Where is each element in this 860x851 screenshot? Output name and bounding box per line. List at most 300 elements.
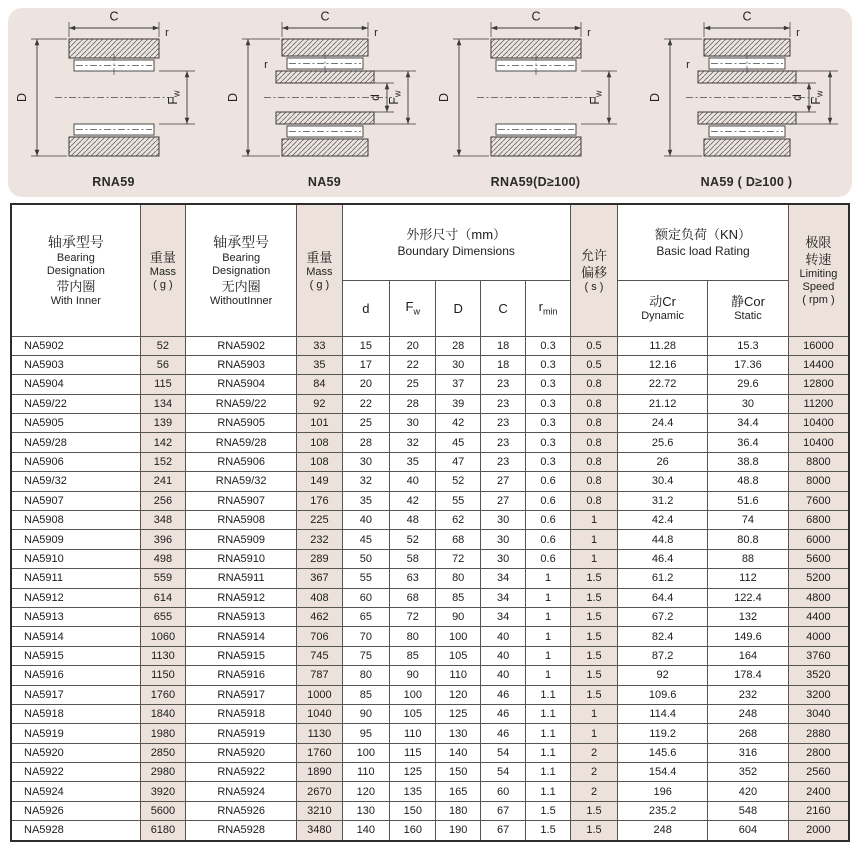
cell-d: 120 — [342, 782, 389, 801]
cell-designation-without-inner: RNA5909 — [186, 530, 297, 549]
table-row — [11, 569, 849, 588]
cell-designation-without-inner: RNA59/32 — [186, 472, 297, 491]
cell-static-cor: 149.6 — [708, 627, 789, 646]
cell-r-min: 1.1 — [526, 743, 570, 762]
cell-static-cor: 268 — [708, 724, 789, 743]
table-row — [11, 433, 849, 452]
table-row — [11, 491, 849, 510]
cell-fw: 35 — [390, 452, 436, 471]
table-row — [11, 724, 849, 743]
cell-designation-without-inner: RNA5924 — [186, 782, 297, 801]
cell-designation-with-inner: NA59/28 — [11, 433, 140, 452]
cell-mass-without-inner: 1040 — [297, 704, 342, 723]
header-text: With Inner — [50, 294, 101, 307]
cell-dynamic-cr: 12.16 — [618, 355, 708, 374]
header-text: 极限 — [805, 234, 832, 250]
header-text: Bearing — [56, 251, 95, 264]
bearing-cross-section — [433, 11, 639, 175]
cell-d: 28 — [342, 433, 389, 452]
cell-width-c: 46 — [480, 724, 525, 743]
cell-outer-diameter: 165 — [436, 782, 480, 801]
cell-mass-with-inner: 614 — [140, 588, 185, 607]
cell-mass-without-inner: 92 — [297, 394, 342, 413]
cell-designation-without-inner: RNA5928 — [186, 821, 297, 841]
cell-designation-without-inner: RNA5907 — [186, 491, 297, 510]
cell-offset-s: 0.8 — [570, 433, 617, 452]
cell-width-c: 18 — [480, 336, 525, 355]
bearing-drawing-rna59 — [8, 8, 219, 189]
cell-offset-s: 1.5 — [570, 801, 617, 820]
cell-mass-without-inner: 3210 — [297, 801, 342, 820]
cell-mass-with-inner: 3920 — [140, 782, 185, 801]
cell-width-c: 40 — [480, 627, 525, 646]
cell-fw: 30 — [390, 414, 436, 433]
cell-designation-with-inner: NA5909 — [11, 530, 140, 549]
cell-designation-with-inner: NA5912 — [11, 588, 140, 607]
cell-offset-s: 1.5 — [570, 627, 617, 646]
cell-offset-s: 2 — [570, 743, 617, 762]
header-designation-with-inner — [11, 204, 140, 336]
cell-fw: 63 — [390, 569, 436, 588]
dim-label-corner-radius: r — [795, 27, 800, 39]
cell-limiting-speed: 7600 — [788, 491, 849, 510]
header-text: 转速 — [805, 251, 832, 267]
cell-width-c: 34 — [480, 588, 525, 607]
cell-outer-diameter: 180 — [436, 801, 480, 820]
cell-fw: 68 — [390, 588, 436, 607]
cell-d: 45 — [342, 530, 389, 549]
cell-limiting-speed: 2560 — [788, 763, 849, 782]
cell-static-cor: 122.4 — [708, 588, 789, 607]
cell-mass-without-inner: 787 — [297, 666, 342, 685]
header-text: 允许 — [580, 247, 607, 263]
cell-designation-without-inner: RNA5916 — [186, 666, 297, 685]
cell-dynamic-cr: 87.2 — [618, 646, 708, 665]
cell-fw: 85 — [390, 646, 436, 665]
cell-mass-with-inner: 1130 — [140, 646, 185, 665]
cell-limiting-speed: 3760 — [788, 646, 849, 665]
cell-fw: 100 — [390, 685, 436, 704]
cell-mass-with-inner: 139 — [140, 414, 185, 433]
cell-mass-with-inner: 396 — [140, 530, 185, 549]
cell-outer-diameter: 28 — [436, 336, 480, 355]
cell-mass-with-inner: 2980 — [140, 763, 185, 782]
table-row — [11, 452, 849, 471]
table-row — [11, 511, 849, 530]
cell-designation-without-inner: RNA5918 — [186, 704, 297, 723]
header-r-min — [526, 280, 570, 336]
cell-offset-s: 0.8 — [570, 491, 617, 510]
cell-r-min: 1 — [526, 588, 570, 607]
cell-mass-with-inner: 1150 — [140, 666, 185, 685]
cell-mass-with-inner: 52 — [140, 336, 185, 355]
cell-mass-without-inner: 108 — [297, 452, 342, 471]
cell-designation-without-inner: RNA5912 — [186, 588, 297, 607]
cell-designation-with-inner: NA5914 — [11, 627, 140, 646]
header-text: Designation — [212, 264, 271, 277]
table-row — [11, 646, 849, 665]
cell-mass-with-inner: 655 — [140, 607, 185, 626]
cell-designation-with-inner: NA5911 — [11, 569, 140, 588]
cell-mass-without-inner: 101 — [297, 414, 342, 433]
cell-fw: 90 — [390, 666, 436, 685]
cell-designation-without-inner: RNA5910 — [186, 549, 297, 568]
header-text: Boundary Dimensions — [397, 243, 515, 258]
cell-mass-with-inner: 348 — [140, 511, 185, 530]
cell-width-c: 54 — [480, 763, 525, 782]
cell-outer-diameter: 39 — [436, 394, 480, 413]
dim-label-raceway: $F_w$ — [165, 90, 181, 105]
cell-width-c: 40 — [480, 646, 525, 665]
dim-label-corner-radius: r — [164, 27, 169, 39]
cell-limiting-speed: 5600 — [788, 549, 849, 568]
drawing-caption: NA59 ( D≥100 ) — [700, 175, 793, 189]
cell-dynamic-cr: 31.2 — [618, 491, 708, 510]
cell-width-c: 23 — [480, 433, 525, 452]
cell-dynamic-cr: 248 — [618, 821, 708, 841]
cell-static-cor: 88 — [708, 549, 789, 568]
table-row — [11, 414, 849, 433]
cell-mass-without-inner: 289 — [297, 549, 342, 568]
cell-designation-with-inner: NA5905 — [11, 414, 140, 433]
cell-r-min: 0.3 — [526, 336, 570, 355]
cell-mass-with-inner: 498 — [140, 549, 185, 568]
cell-limiting-speed: 2160 — [788, 801, 849, 820]
cell-static-cor: 36.4 — [708, 433, 789, 452]
cell-static-cor: 80.8 — [708, 530, 789, 549]
cell-dynamic-cr: 22.72 — [618, 375, 708, 394]
cell-outer-diameter: 100 — [436, 627, 480, 646]
dim-label-raceway: $F_w$ — [587, 90, 603, 105]
cell-width-c: 40 — [480, 666, 525, 685]
dim-label-outer-diameter: D — [225, 92, 240, 103]
table-row — [11, 704, 849, 723]
cell-outer-diameter: 37 — [436, 375, 480, 394]
cell-d: 25 — [342, 414, 389, 433]
cell-limiting-speed: 3200 — [788, 685, 849, 704]
cell-static-cor: 38.8 — [708, 452, 789, 471]
header-text: D — [453, 300, 463, 316]
header-text: d — [362, 300, 370, 316]
cell-d: 55 — [342, 569, 389, 588]
cell-width-c: 46 — [480, 704, 525, 723]
cell-static-cor: 316 — [708, 743, 789, 762]
cell-designation-with-inner: NA5926 — [11, 801, 140, 820]
cell-mass-without-inner: 1890 — [297, 763, 342, 782]
cell-limiting-speed: 6000 — [788, 530, 849, 549]
header-text: Speed — [802, 280, 835, 293]
cell-designation-without-inner: RNA59/22 — [186, 394, 297, 413]
cell-d: 65 — [342, 607, 389, 626]
header-limiting-speed — [788, 204, 849, 336]
cell-offset-s: 1 — [570, 549, 617, 568]
cell-mass-without-inner: 176 — [297, 491, 342, 510]
table-row — [11, 336, 849, 355]
table-row — [11, 375, 849, 394]
cell-mass-without-inner: 706 — [297, 627, 342, 646]
cell-fw: 80 — [390, 627, 436, 646]
cell-designation-with-inner: NA5910 — [11, 549, 140, 568]
cell-width-c: 23 — [480, 375, 525, 394]
cell-d: 95 — [342, 724, 389, 743]
cell-fw: 115 — [390, 743, 436, 762]
cell-designation-with-inner: NA59/22 — [11, 394, 140, 413]
header-text: ( s ) — [584, 280, 604, 293]
cell-limiting-speed: 11200 — [788, 394, 849, 413]
cell-outer-diameter: 45 — [436, 433, 480, 452]
cell-designation-with-inner: NA5920 — [11, 743, 140, 762]
dim-label-width: C — [108, 11, 119, 24]
header-fw — [390, 280, 436, 336]
cell-dynamic-cr: 154.4 — [618, 763, 708, 782]
cell-limiting-speed: 16000 — [788, 336, 849, 355]
header-dynamic-cr — [618, 280, 708, 336]
cell-width-c: 23 — [480, 394, 525, 413]
cell-d: 17 — [342, 355, 389, 374]
cell-width-c: 34 — [480, 569, 525, 588]
bearing-drawing-na59 — [219, 8, 430, 189]
cell-designation-without-inner: RNA5903 — [186, 355, 297, 374]
cell-r-min: 0.6 — [526, 530, 570, 549]
cell-mass-with-inner: 115 — [140, 375, 185, 394]
cell-mass-without-inner: 35 — [297, 355, 342, 374]
cell-width-c: 54 — [480, 743, 525, 762]
cell-mass-with-inner: 142 — [140, 433, 185, 452]
cell-static-cor: 132 — [708, 607, 789, 626]
dim-label-width: C — [530, 11, 541, 24]
cell-offset-s: 2 — [570, 782, 617, 801]
cell-mass-with-inner: 241 — [140, 472, 185, 491]
cell-d: 50 — [342, 549, 389, 568]
cell-d: 100 — [342, 743, 389, 762]
cell-mass-with-inner: 5600 — [140, 801, 185, 820]
cell-r-min: 0.6 — [526, 511, 570, 530]
header-text: Mass — [306, 265, 333, 278]
cell-width-c: 46 — [480, 685, 525, 704]
dim-label-width: C — [319, 11, 330, 24]
header-text: r — [538, 299, 543, 315]
cell-mass-without-inner: 3480 — [297, 821, 342, 841]
bearing-drawing-rna59-large — [430, 8, 641, 189]
cell-designation-with-inner: NA5908 — [11, 511, 140, 530]
cell-outer-diameter: 47 — [436, 452, 480, 471]
cell-static-cor: 48.8 — [708, 472, 789, 491]
cell-dynamic-cr: 82.4 — [618, 627, 708, 646]
header-text: 外形尺寸（mm） — [406, 226, 507, 242]
cell-r-min: 1 — [526, 666, 570, 685]
cell-width-c: 67 — [480, 821, 525, 841]
cell-static-cor: 178.4 — [708, 666, 789, 685]
cell-d: 70 — [342, 627, 389, 646]
header-mass-with-inner — [140, 204, 185, 336]
cell-d: 20 — [342, 375, 389, 394]
cell-mass-with-inner: 559 — [140, 569, 185, 588]
cell-designation-with-inner: NA5903 — [11, 355, 140, 374]
table-row — [11, 743, 849, 762]
header-text: Dynamic — [641, 310, 685, 322]
spec-table-body — [11, 336, 849, 841]
header-text: Static — [734, 310, 762, 322]
cell-d: 110 — [342, 763, 389, 782]
cell-mass-without-inner: 2670 — [297, 782, 342, 801]
cell-r-min: 0.3 — [526, 414, 570, 433]
cell-mass-with-inner: 1840 — [140, 704, 185, 723]
cell-limiting-speed: 10400 — [788, 433, 849, 452]
cell-outer-diameter: 150 — [436, 763, 480, 782]
cell-d: 75 — [342, 646, 389, 665]
header-text: Basic load Rating — [656, 243, 750, 258]
cell-r-min: 0.6 — [526, 472, 570, 491]
cell-dynamic-cr: 235.2 — [618, 801, 708, 820]
cell-outer-diameter: 125 — [436, 704, 480, 723]
cell-designation-without-inner: RNA5920 — [186, 743, 297, 762]
dim-label-corner-radius: r — [586, 27, 591, 39]
cell-designation-with-inner: NA5919 — [11, 724, 140, 743]
cell-d: 60 — [342, 588, 389, 607]
cell-offset-s: 2 — [570, 763, 617, 782]
table-row — [11, 666, 849, 685]
cell-static-cor: 30 — [708, 394, 789, 413]
cell-mass-without-inner: 232 — [297, 530, 342, 549]
cell-fw: 135 — [390, 782, 436, 801]
cell-limiting-speed: 10400 — [788, 414, 849, 433]
cell-offset-s: 0.8 — [570, 452, 617, 471]
header-text: ( rpm ) — [802, 293, 835, 306]
cell-static-cor: 51.6 — [708, 491, 789, 510]
cell-outer-diameter: 68 — [436, 530, 480, 549]
cell-designation-with-inner: NA5915 — [11, 646, 140, 665]
cell-outer-diameter: 140 — [436, 743, 480, 762]
header-designation-without-inner — [186, 204, 297, 336]
table-row — [11, 355, 849, 374]
cell-r-min: 1.1 — [526, 782, 570, 801]
cell-designation-without-inner: RNA5908 — [186, 511, 297, 530]
cell-limiting-speed: 2400 — [788, 782, 849, 801]
cell-mass-with-inner: 2850 — [140, 743, 185, 762]
header-text: Limiting — [799, 267, 838, 280]
cell-limiting-speed: 2000 — [788, 821, 849, 841]
cell-mass-without-inner: 462 — [297, 607, 342, 626]
header-text: 偏移 — [580, 264, 607, 280]
cell-static-cor: 34.4 — [708, 414, 789, 433]
cell-designation-without-inner: RNA5913 — [186, 607, 297, 626]
cell-designation-without-inner: RNA5919 — [186, 724, 297, 743]
cell-limiting-speed: 5200 — [788, 569, 849, 588]
cell-outer-diameter: 52 — [436, 472, 480, 491]
cell-designation-with-inner: NA5924 — [11, 782, 140, 801]
header-text: WithoutInner — [209, 294, 273, 307]
cell-r-min: 1.1 — [526, 685, 570, 704]
cell-designation-with-inner: NA5928 — [11, 821, 140, 841]
cell-outer-diameter: 120 — [436, 685, 480, 704]
cell-offset-s: 1.5 — [570, 569, 617, 588]
cell-d: 90 — [342, 704, 389, 723]
cell-dynamic-cr: 114.4 — [618, 704, 708, 723]
cell-offset-s: 1 — [570, 704, 617, 723]
cell-designation-with-inner: NA59/32 — [11, 472, 140, 491]
cell-outer-diameter: 190 — [436, 821, 480, 841]
header-basic-load-rating — [618, 204, 789, 280]
cell-r-min: 0.3 — [526, 355, 570, 374]
header-text: 静Cor — [730, 294, 765, 309]
cell-fw: 28 — [390, 394, 436, 413]
cell-dynamic-cr: 21.12 — [618, 394, 708, 413]
cell-fw: 25 — [390, 375, 436, 394]
cell-limiting-speed: 3520 — [788, 666, 849, 685]
cell-dynamic-cr: 42.4 — [618, 511, 708, 530]
header-width-c — [480, 280, 525, 336]
cell-width-c: 67 — [480, 801, 525, 820]
cell-fw: 72 — [390, 607, 436, 626]
cell-d: 130 — [342, 801, 389, 820]
bearing-diagrams-panel — [8, 8, 852, 197]
cell-fw: 42 — [390, 491, 436, 510]
cell-designation-without-inner: RNA5904 — [186, 375, 297, 394]
bearing-cross-section — [644, 11, 850, 175]
cell-dynamic-cr: 64.4 — [618, 588, 708, 607]
cell-mass-without-inner: 408 — [297, 588, 342, 607]
bearing-cross-section — [222, 11, 428, 175]
cell-mass-without-inner: 745 — [297, 646, 342, 665]
cell-outer-diameter: 62 — [436, 511, 480, 530]
cell-r-min: 0.3 — [526, 375, 570, 394]
table-row — [11, 685, 849, 704]
cell-d: 85 — [342, 685, 389, 704]
cell-dynamic-cr: 44.8 — [618, 530, 708, 549]
cell-dynamic-cr: 109.6 — [618, 685, 708, 704]
cell-mass-without-inner: 1760 — [297, 743, 342, 762]
cell-mass-with-inner: 1980 — [140, 724, 185, 743]
cell-r-min: 1.5 — [526, 821, 570, 841]
cell-designation-with-inner: NA5902 — [11, 336, 140, 355]
cell-fw: 160 — [390, 821, 436, 841]
cell-designation-without-inner: RNA5906 — [186, 452, 297, 471]
cell-designation-with-inner: NA5917 — [11, 685, 140, 704]
drawing-caption: RNA59 — [92, 175, 135, 189]
cell-designation-with-inner: NA5906 — [11, 452, 140, 471]
cell-r-min: 0.6 — [526, 491, 570, 510]
cell-designation-without-inner: RNA5915 — [186, 646, 297, 665]
header-text: ( g ) — [153, 278, 173, 291]
dim-label-bore: d — [367, 94, 382, 101]
cell-width-c: 27 — [480, 472, 525, 491]
cell-r-min: 1.5 — [526, 801, 570, 820]
cell-r-min: 1.1 — [526, 704, 570, 723]
table-row — [11, 530, 849, 549]
cell-dynamic-cr: 61.2 — [618, 569, 708, 588]
header-text: 额定负荷（KN） — [654, 226, 752, 242]
cell-fw: 150 — [390, 801, 436, 820]
cell-dynamic-cr: 24.4 — [618, 414, 708, 433]
dim-label-width: C — [741, 11, 752, 24]
cell-offset-s: 1.5 — [570, 821, 617, 841]
header-text: 重量 — [149, 249, 176, 265]
header-text: Bearing — [222, 251, 261, 264]
cell-width-c: 18 — [480, 355, 525, 374]
dim-label-corner-radius: r — [373, 27, 378, 39]
cell-mass-without-inner: 367 — [297, 569, 342, 588]
cell-mass-with-inner: 152 — [140, 452, 185, 471]
cell-outer-diameter: 90 — [436, 607, 480, 626]
cell-width-c: 30 — [480, 549, 525, 568]
cell-mass-without-inner: 108 — [297, 433, 342, 452]
cell-designation-without-inner: RNA59/28 — [186, 433, 297, 452]
header-text: 轴承型号 — [47, 233, 104, 250]
cell-fw: 52 — [390, 530, 436, 549]
cell-fw: 48 — [390, 511, 436, 530]
cell-r-min: 1 — [526, 607, 570, 626]
cell-static-cor: 112 — [708, 569, 789, 588]
